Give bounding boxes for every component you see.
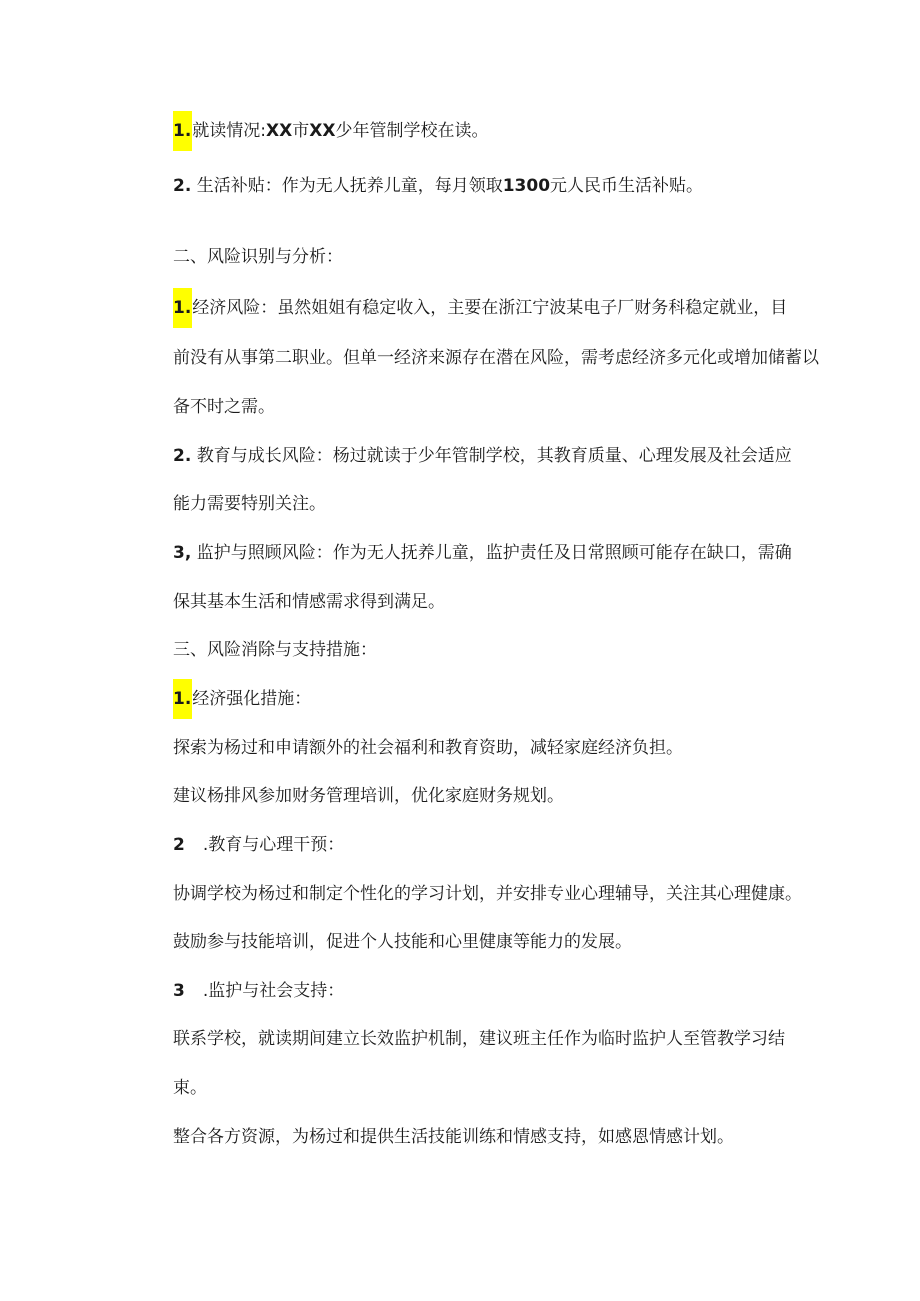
item-text: .监护与社会支持： — [202, 981, 345, 1001]
placeholder-xx: XX — [266, 121, 293, 141]
item-text: 生活补贴：作为无人抚养儿童，每月领取 — [196, 176, 503, 196]
risk-education-line2: 能力需要特别关注。 — [173, 494, 326, 514]
allowance-amount: 1300 — [502, 176, 551, 196]
measure-education-p2: 鼓励参与技能培训，促进个人技能和心里健康等能力的发展。 — [173, 932, 632, 952]
item-text: .教育与心理干预： — [202, 835, 345, 855]
item-allowance — [173, 174, 703, 198]
item-number: 2. — [173, 446, 192, 466]
highlighted-number: 1. — [173, 288, 192, 328]
measure-education-p1: 协调学校为杨过和制定个性化的学习计划，并安排专业心理辅导，关注其心理健康。 — [173, 884, 802, 904]
measure-economic-p1: 探索为杨过和申请额外的社会福利和教育资助，减轻家庭经济负担。 — [173, 738, 683, 758]
item-number: 2. — [173, 176, 192, 196]
risk-economic-line2: 前没有从事第二职业。但单一经济来源存在潜在风险，需考虑经济多元化或增加储蓄以 — [173, 348, 819, 368]
item-number: 2 — [173, 835, 185, 855]
placeholder-xx: XX — [309, 121, 336, 141]
measure-education-title — [173, 833, 344, 857]
item-text: 市 — [292, 121, 310, 141]
item-text: 元人民币生活补贴。 — [550, 176, 704, 196]
risk-economic-line3: 备不时之需。 — [173, 397, 275, 417]
risk-economic — [173, 296, 787, 328]
section-heading-2: 二、风险识别与分析： — [173, 247, 343, 267]
section-heading-3: 三、风险消除与支持措施： — [173, 640, 377, 660]
item-text: 教育与成长风险：杨过就读于少年管制学校，其教育质量、心理发展及社会适应 — [196, 446, 792, 466]
item-text: 少年管制学校在读。 — [335, 121, 489, 141]
measure-economic-title — [173, 687, 311, 719]
measure-economic-p2: 建议杨排风参加财务管理培训，优化家庭财务规划。 — [173, 786, 564, 806]
measure-guardianship-p1-line2: 束。 — [173, 1078, 207, 1098]
measure-guardianship-p1: 联系学校，就读期间建立长效监护机制，建议班主任作为临时监护人至管教学习结 — [173, 1029, 785, 1049]
item-number: 3, — [173, 543, 192, 563]
measure-guardianship-title — [173, 979, 344, 1003]
risk-guardianship-line2: 保其基本生活和情感需求得到满足。 — [173, 592, 445, 612]
risk-education — [173, 444, 792, 468]
item-text: 监护与照顾风险：作为无人抚养儿童，监护责任及日常照顾可能存在缺口，需确 — [196, 543, 792, 563]
highlighted-number: 1. — [173, 111, 192, 151]
highlighted-number: 1. — [173, 679, 192, 719]
item-text: 就读情况: — [192, 121, 267, 141]
item-text: 经济强化措施： — [192, 689, 312, 709]
measure-guardianship-p2: 整合各方资源，为杨过和提供生活技能训练和情感支持，如感恩情感计划。 — [173, 1127, 734, 1147]
item-text: 经济风险：虽然姐姐有稳定收入，主要在浙江宁波某电子厂财务科稳定就业，目 — [192, 298, 788, 318]
item-enrollment — [173, 119, 488, 151]
item-number: 3 — [173, 981, 185, 1001]
risk-guardianship — [173, 541, 792, 565]
